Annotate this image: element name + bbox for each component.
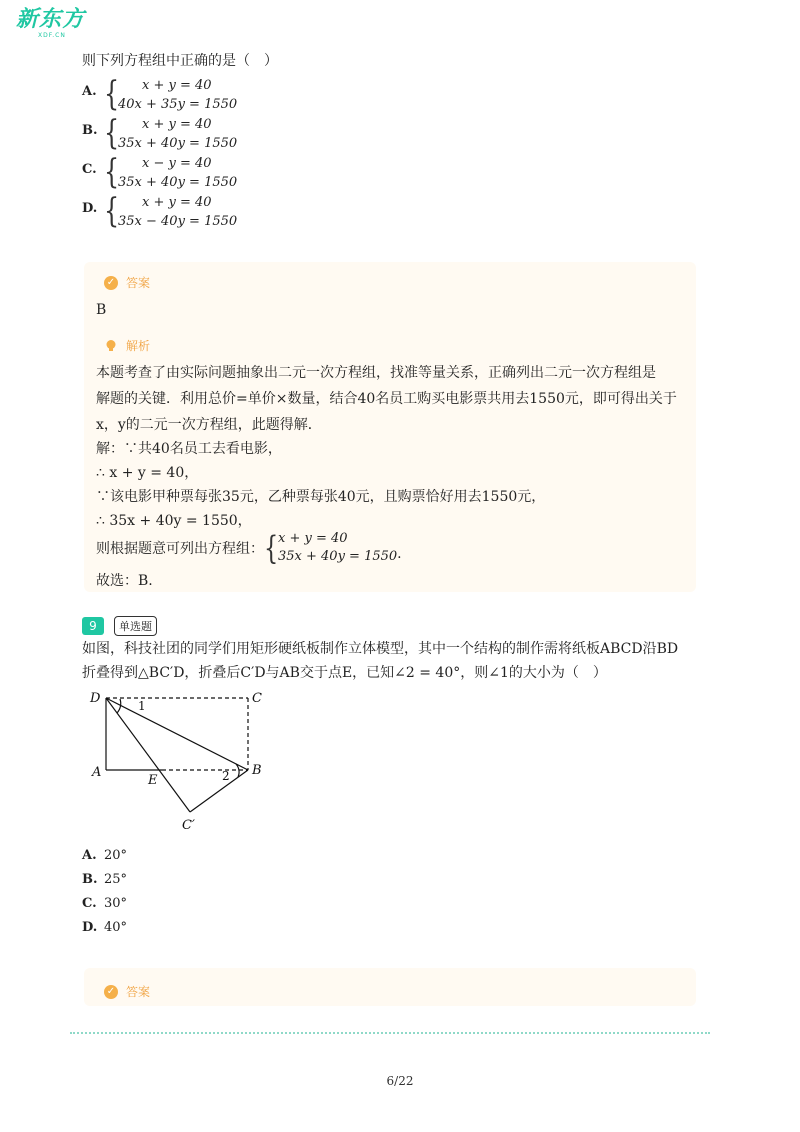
q9-figure — [84, 686, 284, 836]
equation: 40x + 35y = 1550 — [118, 97, 238, 112]
option-letter: D. — [82, 201, 98, 216]
brace-icon: { — [104, 191, 120, 231]
option-text: 40° — [104, 920, 128, 935]
answer-label: 答案 — [126, 276, 151, 290]
equation: x + y = 40 — [142, 195, 212, 210]
equation: 35x + 40y = 1550 — [278, 549, 398, 564]
brace-icon: { — [264, 529, 279, 567]
label-d: D — [90, 691, 101, 706]
analysis-line: x，y的二元一次方程组，此题得解． — [96, 417, 322, 433]
q9-option-b — [82, 872, 127, 887]
equation: x − y = 40 — [142, 156, 212, 171]
analysis-conclusion: 故选：B. — [96, 573, 153, 589]
xdf-logo — [16, 8, 96, 44]
equation: 35x + 40y = 1550 — [118, 136, 238, 151]
analysis-line: 解：∵共40名员工去看电影， — [96, 441, 282, 457]
option-letter: D. — [82, 920, 98, 935]
q8-analysis-header — [104, 337, 150, 354]
angle-2-arc — [236, 764, 239, 777]
check-icon: ✓ — [104, 985, 118, 999]
segment-cpb — [190, 770, 248, 812]
option-text: 20° — [104, 848, 128, 863]
option-text: 30° — [104, 896, 128, 911]
q9-option-a — [82, 848, 127, 863]
q9-option-c — [82, 896, 127, 911]
label-angle-1: 1 — [138, 699, 146, 713]
analysis-line: ∴ 35x + 40y = 1550， — [96, 513, 252, 529]
option-letter: B. — [82, 872, 98, 887]
option-letter: B. — [82, 123, 98, 138]
option-letter: C. — [82, 162, 97, 177]
q8-option-b — [82, 115, 237, 153]
analysis-system — [96, 530, 402, 566]
q9-answer-box — [84, 968, 696, 1006]
option-letter: A. — [82, 848, 97, 863]
label-b: B — [252, 763, 262, 778]
option-letter: A. — [82, 84, 97, 99]
equation: x + y = 40 — [142, 78, 212, 93]
q8-option-d — [82, 193, 237, 231]
label-e: E — [148, 773, 158, 788]
dotted-divider — [70, 1032, 710, 1034]
question-type-badge: 单选题 — [114, 616, 157, 636]
lightbulb-icon — [104, 339, 118, 353]
q8-answer: B — [96, 302, 107, 318]
logo-text: 新东方 — [16, 7, 86, 32]
q8-option-a — [82, 76, 237, 114]
option-text: 25° — [104, 872, 128, 887]
equation: x + y = 40 — [278, 531, 348, 546]
check-icon: ✓ — [104, 276, 118, 290]
q9-option-d — [82, 920, 127, 935]
logo-subtext: XDF.CN — [38, 32, 66, 39]
label-a: A — [92, 765, 102, 780]
option-letter: C. — [82, 896, 97, 911]
system-prefix: 则根据题意可列出方程组： — [96, 541, 264, 557]
analysis-line: 解题的关键．利用总价=单价×数量，结合40名员工购买电影票共用去1550元，即可得出关于 — [96, 391, 677, 407]
label-angle-2: 2 — [222, 769, 230, 783]
q9-answer-header — [104, 983, 150, 1000]
label-c: C — [252, 691, 262, 706]
analysis-line: 本题考查了由实际问题抽象出二元一次方程组，找准等量关系，正确列出二元一次方程组是 — [96, 365, 656, 381]
q8-option-c — [82, 154, 237, 192]
q9-stem-line: 如图，科技社团的同学们用矩形硬纸板制作立体模型，其中一个结构的制作需将纸板ABCD沿BD — [82, 641, 679, 657]
q8-stem: 则下列方程组中正确的是（ ） — [82, 53, 278, 69]
system-suffix: . — [397, 546, 402, 562]
q9-header — [82, 616, 157, 636]
equation: x + y = 40 — [142, 117, 212, 132]
question-number-badge: 9 — [82, 617, 104, 635]
segment-db — [106, 698, 248, 770]
equation: 35x + 40y = 1550 — [118, 175, 238, 190]
page-number: 6/22 — [386, 1074, 414, 1088]
q9-stem-line: 折叠得到△BC′D，折叠后C′D与AB交于点E，已知∠2 = 40°，则∠1的大小为（ ） — [82, 665, 607, 681]
label-c-prime: C′ — [182, 818, 195, 833]
analysis-line: ∴ x + y = 40， — [96, 465, 199, 481]
equation: 35x − 40y = 1550 — [118, 214, 238, 229]
brace-icon: { — [104, 113, 120, 153]
brace-icon: { — [104, 74, 120, 114]
segment-dcp — [106, 698, 190, 812]
angle-1-arc — [117, 699, 121, 713]
analysis-label: 解析 — [126, 339, 151, 353]
analysis-line: ∵该电影甲种票每张35元，乙种票每张40元，且购票恰好用去1550元， — [96, 489, 546, 505]
answer-label: 答案 — [126, 985, 151, 999]
q8-answer-header — [104, 274, 150, 291]
brace-icon: { — [104, 152, 120, 192]
